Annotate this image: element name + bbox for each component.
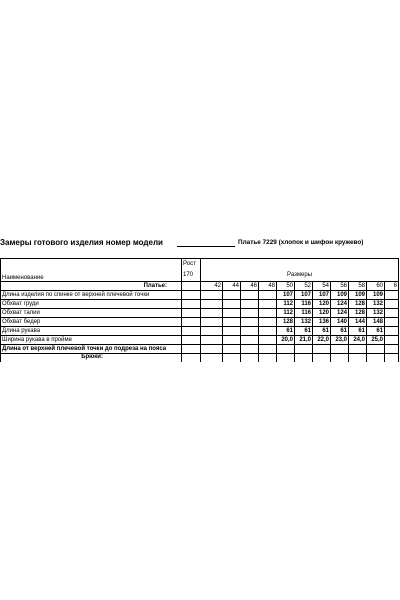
value-cell: 128 xyxy=(349,309,367,318)
value-cell: 136 xyxy=(313,318,331,327)
value-cell: 24,0 xyxy=(349,336,367,345)
value-cell xyxy=(259,336,277,345)
value-cell: 25,0 xyxy=(367,336,385,345)
value-cell: 120 xyxy=(313,309,331,318)
value-cell: 61 xyxy=(349,327,367,336)
value-cell: 112 xyxy=(277,309,295,318)
title-underline xyxy=(177,246,235,247)
table-row xyxy=(1,318,399,327)
size-cell: 48 xyxy=(259,282,277,291)
size-cell: 6 xyxy=(385,282,399,291)
value-cell xyxy=(223,336,241,345)
value-cell: 112 xyxy=(277,300,295,309)
value-cell: 120 xyxy=(313,300,331,309)
section-dress-label: Платье: xyxy=(1,282,182,291)
value-cell: 144 xyxy=(349,318,367,327)
model-name: Платье 7229 (хлопок и шифон кружево) xyxy=(238,239,364,246)
value-cell: 61 xyxy=(295,327,313,336)
value-cell: 107 xyxy=(277,291,295,300)
table-row xyxy=(1,300,399,309)
size-cell: 42 xyxy=(201,282,223,291)
size-cell: 60 xyxy=(367,282,385,291)
row-label: Обхват бедер xyxy=(1,318,182,327)
header-row-middle xyxy=(1,270,399,282)
document-title: Замеры готового изделия номер модели xyxy=(0,238,163,247)
sizes-row xyxy=(1,282,399,291)
row-label: Длина рукава xyxy=(1,327,182,336)
value-cell xyxy=(259,291,277,300)
table-row xyxy=(1,336,399,345)
value-cell xyxy=(385,327,399,336)
value-cell: 128 xyxy=(349,300,367,309)
value-cell: 109 xyxy=(367,291,385,300)
value-cell xyxy=(385,309,399,318)
value-cell xyxy=(201,300,223,309)
header-row-top xyxy=(1,259,399,270)
value-cell: 124 xyxy=(331,309,349,318)
row-label: Ширина рукава в пройме xyxy=(1,336,182,345)
value-cell xyxy=(385,336,399,345)
value-cell xyxy=(201,318,223,327)
value-cell xyxy=(201,291,223,300)
row-label: Длина изделия по спинке от верхней плечевой точки xyxy=(1,291,182,300)
size-cell: 44 xyxy=(223,282,241,291)
value-cell: 140 xyxy=(331,318,349,327)
value-cell xyxy=(241,327,259,336)
trousers-section-row xyxy=(1,354,399,363)
table-row xyxy=(1,327,399,336)
value-cell xyxy=(241,318,259,327)
value-cell xyxy=(201,309,223,318)
value-cell xyxy=(223,309,241,318)
value-cell xyxy=(223,291,241,300)
value-cell: 61 xyxy=(313,327,331,336)
value-cell xyxy=(201,327,223,336)
size-cell: 52 xyxy=(295,282,313,291)
value-cell: 23,0 xyxy=(331,336,349,345)
value-cell xyxy=(223,318,241,327)
value-cell: 61 xyxy=(277,327,295,336)
value-cell: 109 xyxy=(331,291,349,300)
sizes-header: Размеры xyxy=(201,270,399,282)
measurements-table xyxy=(0,258,399,362)
size-cell: 46 xyxy=(241,282,259,291)
value-cell xyxy=(259,300,277,309)
value-cell: 109 xyxy=(349,291,367,300)
table-row xyxy=(1,309,399,318)
value-cell: 116 xyxy=(295,309,313,318)
value-cell xyxy=(241,309,259,318)
height-value-cell: 170 xyxy=(182,270,201,282)
row-label: Обхват талии xyxy=(1,309,182,318)
value-cell xyxy=(223,300,241,309)
waist-row-label: Длина от верхней плечевой точки до подреза на пояса xyxy=(1,345,182,354)
section-trousers-label: Брюки: xyxy=(1,354,182,363)
row-label: Обхват груди xyxy=(1,300,182,309)
value-cell: 132 xyxy=(367,309,385,318)
value-cell: 61 xyxy=(367,327,385,336)
value-cell xyxy=(201,336,223,345)
value-cell: 61 xyxy=(331,327,349,336)
value-cell: 107 xyxy=(313,291,331,300)
size-cell: 54 xyxy=(313,282,331,291)
value-cell: 20,0 xyxy=(277,336,295,345)
table-row xyxy=(1,291,399,300)
size-cell: 58 xyxy=(349,282,367,291)
value-cell xyxy=(223,327,241,336)
value-cell: 132 xyxy=(367,300,385,309)
value-cell: 124 xyxy=(331,300,349,309)
document-title-row xyxy=(0,238,400,252)
value-cell xyxy=(385,291,399,300)
value-cell xyxy=(385,300,399,309)
name-header: Наименование xyxy=(1,270,182,282)
size-cell: 50 xyxy=(277,282,295,291)
size-cell: 56 xyxy=(331,282,349,291)
value-cell xyxy=(241,300,259,309)
value-cell xyxy=(259,309,277,318)
value-cell: 107 xyxy=(295,291,313,300)
height-label-cell: Рост xyxy=(182,259,201,270)
value-cell xyxy=(241,336,259,345)
table-row xyxy=(1,345,399,354)
value-cell xyxy=(259,327,277,336)
value-cell xyxy=(259,318,277,327)
value-cell xyxy=(241,291,259,300)
value-cell: 132 xyxy=(295,318,313,327)
value-cell: 116 xyxy=(295,300,313,309)
value-cell: 148 xyxy=(367,318,385,327)
value-cell xyxy=(385,318,399,327)
value-cell: 21,0 xyxy=(295,336,313,345)
value-cell: 128 xyxy=(277,318,295,327)
value-cell: 22,0 xyxy=(313,336,331,345)
